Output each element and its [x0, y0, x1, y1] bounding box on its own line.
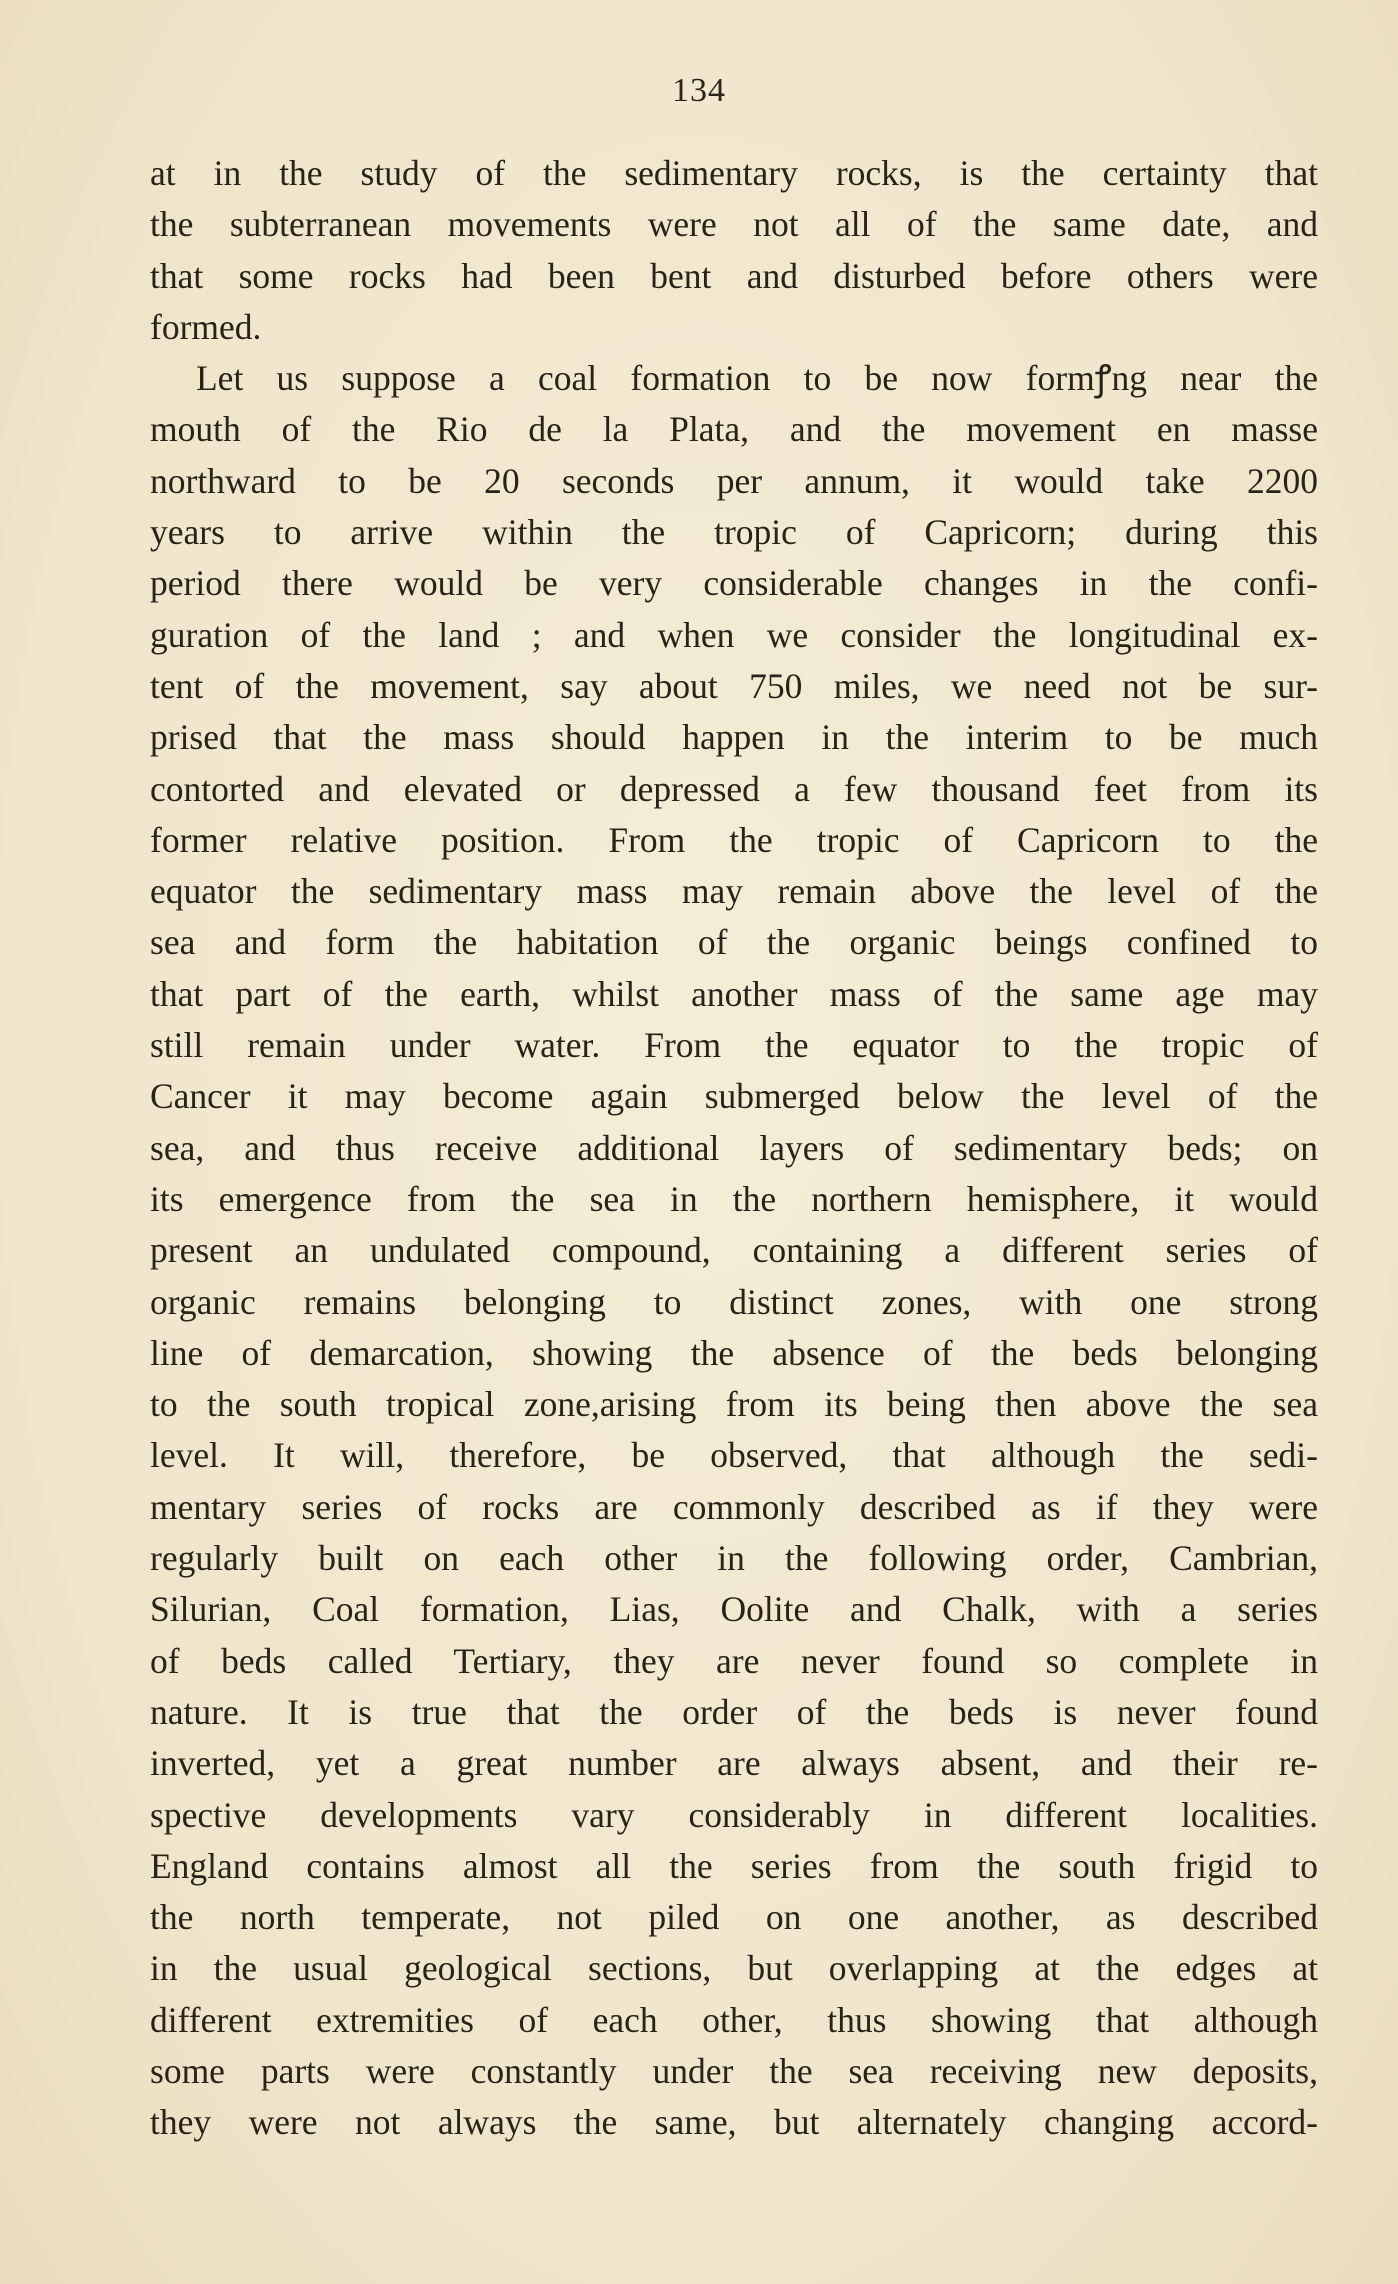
text-line: the north temperate, not piled on one another, as described	[150, 1897, 1318, 1938]
text-line: organic remains belonging to distinct zones, with one strong	[150, 1281, 1318, 1322]
text-line: equator the sedimentary mass may remain above the level of the	[150, 871, 1318, 912]
text-line: inverted, yet a great number are always absent, and their re-	[150, 1743, 1318, 1784]
text-line-segment: mouth of the Rio de la Plata, and the movement en masse	[150, 409, 1318, 450]
text-line: sea, and thus receive additional layers of sedimentary beds; on	[150, 1127, 1318, 1168]
text-line: regularly built on each other in the following order, Cambrian,	[150, 1538, 1318, 1579]
text-line: nature. It is true that the order of the beds is never found	[150, 1691, 1318, 1732]
text-line: period there would be very considerable changes in the confi-	[150, 563, 1318, 604]
text-line: tent of the movement, say about 750 miles, we need not be sur-	[150, 665, 1318, 706]
text-line: years to arrive within the tropic of Capricorn; during this	[150, 512, 1318, 553]
page-number: 134	[672, 72, 726, 109]
text-line: that some rocks had been bent and disturbed before others were	[150, 255, 1318, 296]
text-line: guration of the land ; and when we consider the longitudinal ex-	[150, 614, 1318, 655]
text-line: prised that the mass should happen in the interim to be much	[150, 717, 1318, 758]
text-line: that part of the earth, whilst another mass of the same age may	[150, 973, 1318, 1014]
text-line: England contains almost all the series from the south frigid to	[150, 1845, 1318, 1886]
text-line: at in the study of the sedimentary rocks, is the certainty that	[150, 153, 1318, 193]
text-line	[150, 404, 1318, 455]
text-line: some parts were constantly under the sea receiving new deposits,	[150, 2050, 1318, 2091]
text-line: its emergence from the sea in the northern hemisphere, it would	[150, 1178, 1318, 1219]
text-line: spective developments vary considerably in different localities.	[150, 1794, 1318, 1835]
text-line: level. It will, therefore, be observed, that although the sedi-	[150, 1435, 1318, 1476]
text-line: Cancer it may become again submerged below the level of the	[150, 1076, 1318, 1117]
text-line: formed.	[150, 306, 262, 347]
text-line: sea and form the habitation of the organic beings confined to	[150, 922, 1318, 963]
text-line: Silurian, Coal formation, Lias, Oolite and Chalk, with a series	[150, 1589, 1318, 1630]
text-line: former relative position. From the tropic of Capricorn to the	[150, 819, 1318, 860]
text-line: in the usual geological sections, but overlapping at the edges at	[150, 1948, 1318, 1989]
text-line: to the south tropical zone,arising from its being then above the sea	[150, 1384, 1318, 1425]
text-line: present an undulated compound, containing a different series of	[150, 1230, 1318, 1271]
text-line: of beds called Tertiary, they are never found so complete in	[150, 1640, 1318, 1681]
paragraph-start-line: Let us suppose a coal formation to be now formꝭng near the	[196, 358, 1318, 399]
text-line: they were not always the same, but alternately changing accord-	[150, 2102, 1318, 2143]
text-line: northward to be 20 seconds per annum, it would take 2200	[150, 460, 1318, 501]
text-line: mentary series of rocks are commonly described as if they were	[150, 1486, 1318, 1527]
text-line: contorted and elevated or depressed a few thousand feet from its	[150, 768, 1318, 809]
text-line: different extremities of each other, thus showing that although	[150, 1999, 1318, 2040]
text-line: still remain under water. From the equator to the tropic of	[150, 1025, 1318, 1066]
body-text	[150, 148, 1318, 2149]
text-line: line of demarcation, showing the absence of the beds belonging	[150, 1332, 1318, 1373]
text-line: the subterranean movements were not all of the same date, and	[150, 204, 1318, 245]
